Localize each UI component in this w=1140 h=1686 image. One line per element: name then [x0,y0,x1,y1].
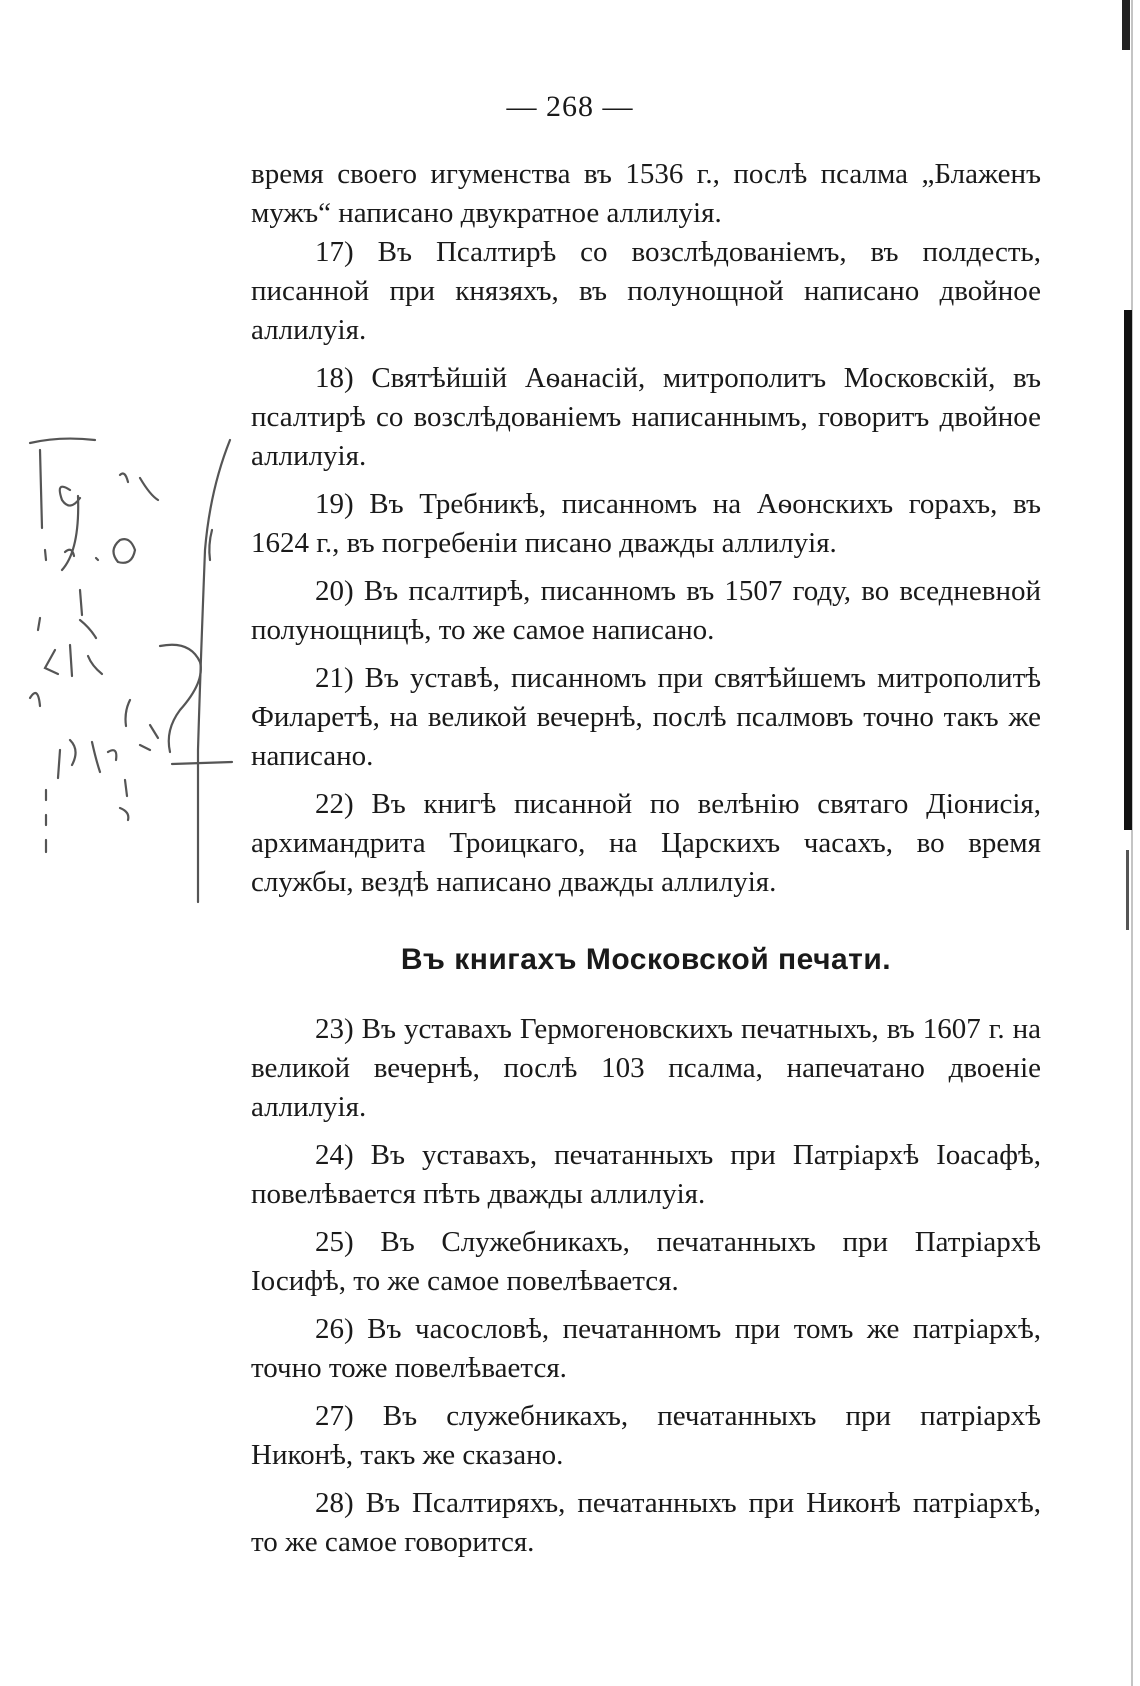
list-item: 27) Въ служебникахъ, печатанныхъ при патріархѣ Никонѣ, такъ же сказано. [251,1400,1041,1471]
page-number: — 268 — [506,90,634,123]
list-item: 18) Святѣйшій Аѳанасій, митрополитъ Московскій, въ псалтирѣ со возслѣдованіемъ написаннымъ, говоритъ двойное аллилуія. [251,362,1041,472]
continued-paragraph: время своего игуменства въ 1536 г., послѣ псалма „Блаженъ мужъ“ написано двукратное аллилуія. [251,158,1041,229]
list-item: 25) Въ Служебникахъ, печатанныхъ при Патріархѣ Іосифѣ, то же самое повелѣвается. [251,1226,1041,1297]
list-item: 17) Въ Псалтирѣ со возслѣдованіемъ, въ полдесть, писанной при князяхъ, въ полунощной написано двойное аллилуія. [251,236,1041,346]
scan-edge-icon [1112,0,1140,1686]
list-item: 20) Въ псалтирѣ, писанномъ въ 1507 году, во вседневной полунощницѣ, то же самое написано. [251,575,1041,646]
handwritten-marginalia-icon [0,400,250,1000]
list-item: 23) Въ уставахъ Гермогеновскихъ печатныхъ, въ 1607 г. на великой вечернѣ, послѣ 103 псалма, напечатано двоеніе аллилуія. [251,1013,1041,1123]
section-heading: Въ книгахъ Московской печати. [400,943,892,976]
list-item: 22) Въ книгѣ писанной по велѣнію святаго Діонисія, архимандрита Троицкаго, на Царскихъ часахъ, во время службы, вездѣ написано дважды аллилуія. [251,788,1041,898]
list-item: 26) Въ часословѣ, печатанномъ при томъ же патріархѣ, точно тоже повелѣвается. [251,1313,1041,1384]
list-item: 21) Въ уставѣ, писанномъ при святѣйшемъ митрополитѣ Филаретѣ, на великой вечернѣ, послѣ псалмовъ точно такъ же написано. [251,662,1041,772]
top-text-block [251,155,1041,911]
list-item: 24) Въ уставахъ, печатанныхъ при Патріархѣ Іоасафѣ, повелѣвается пѣть дважды аллилуія. [251,1139,1041,1210]
list-item: 19) Въ Требникѣ, писанномъ на Аѳонскихъ горахъ, въ 1624 г., въ погребеніи писано дважды аллилуія. [251,488,1041,559]
bottom-text-block [251,1010,1041,1571]
list-item: 28) Въ Псалтиряхъ, печатанныхъ при Никонѣ патріархѣ, то же самое говорится. [251,1487,1041,1558]
